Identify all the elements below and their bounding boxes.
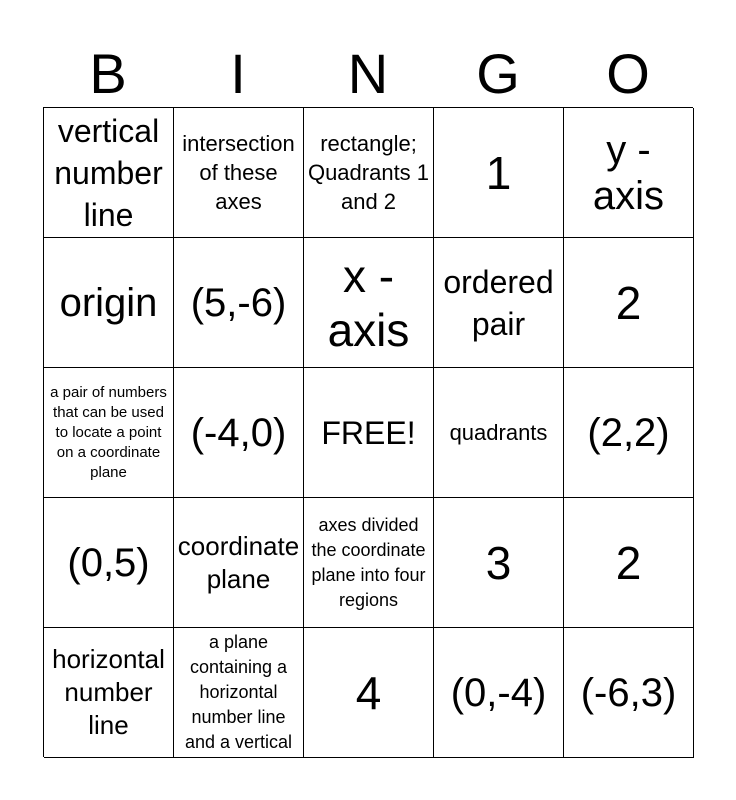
cell-text: 4	[355, 666, 382, 719]
cell-text: 2	[615, 276, 642, 329]
header-letter-g: G	[476, 42, 520, 105]
cell-text: origin	[59, 280, 158, 325]
bingo-cell[interactable]	[44, 368, 174, 498]
bingo-grid	[43, 107, 693, 757]
cell-text: (-6,3)	[580, 670, 677, 715]
cell-text: intersection of these axes	[182, 131, 295, 214]
bingo-cell[interactable]	[304, 498, 434, 628]
bingo-cell[interactable]	[564, 628, 694, 758]
cell-text: (0,5)	[67, 540, 150, 585]
bingo-cell[interactable]	[174, 368, 304, 498]
header-letter-o: O	[606, 42, 650, 105]
cell-text: 1	[485, 146, 512, 199]
bingo-cell[interactable]	[434, 108, 564, 238]
bingo-cell[interactable]	[304, 108, 434, 238]
bingo-cell[interactable]	[434, 368, 564, 498]
bingo-cell[interactable]	[174, 498, 304, 628]
header-letter-n: N	[347, 42, 389, 105]
bingo-cell[interactable]	[174, 108, 304, 238]
bingo-cell[interactable]	[304, 628, 434, 758]
bingo-cell[interactable]	[564, 238, 694, 368]
cell-text: vertical number line	[54, 112, 163, 233]
bingo-cell[interactable]	[434, 238, 564, 368]
cell-text: (0,-4)	[450, 670, 547, 715]
cell-text: (-4,0)	[190, 410, 287, 455]
cell-text: coordinate plane	[177, 530, 300, 594]
cell-text: a pair of numbers that can be used to locate a point on a coordinate plane	[50, 383, 167, 481]
bingo-header	[43, 42, 693, 106]
bingo-cell[interactable]	[174, 628, 304, 758]
cell-text: y - axis	[592, 127, 665, 218]
bingo-cell[interactable]	[564, 498, 694, 628]
cell-text: quadrants	[449, 420, 548, 445]
header-letter-i: I	[230, 42, 246, 105]
bingo-cell[interactable]	[434, 498, 564, 628]
header-letter-b: B	[89, 42, 127, 105]
free-space[interactable]	[304, 368, 434, 498]
bingo-cell[interactable]	[564, 368, 694, 498]
cell-text: axes divided the coordinate plane into four regions	[311, 514, 426, 610]
cell-text: ordered pair	[443, 263, 554, 342]
cell-text: 2	[615, 536, 642, 589]
cell-text: 3	[485, 536, 512, 589]
bingo-cell[interactable]	[434, 628, 564, 758]
cell-text: horizontal number line	[52, 644, 165, 740]
bingo-cell[interactable]	[44, 108, 174, 238]
cell-text: rectangle; Quadrants 1 and 2	[307, 131, 430, 214]
cell-text: x - axis	[327, 249, 410, 356]
cell-text: FREE!	[321, 414, 416, 451]
bingo-cell[interactable]	[44, 498, 174, 628]
cell-text: (5,-6)	[190, 280, 287, 325]
bingo-cell[interactable]	[44, 628, 174, 758]
bingo-cell[interactable]	[304, 238, 434, 368]
bingo-cell[interactable]	[174, 238, 304, 368]
bingo-cell[interactable]	[44, 238, 174, 368]
cell-text: (2,2)	[587, 410, 670, 455]
cell-text: a plane containing a horizontal number line and a vertical	[184, 632, 293, 752]
bingo-cell[interactable]	[564, 108, 694, 238]
